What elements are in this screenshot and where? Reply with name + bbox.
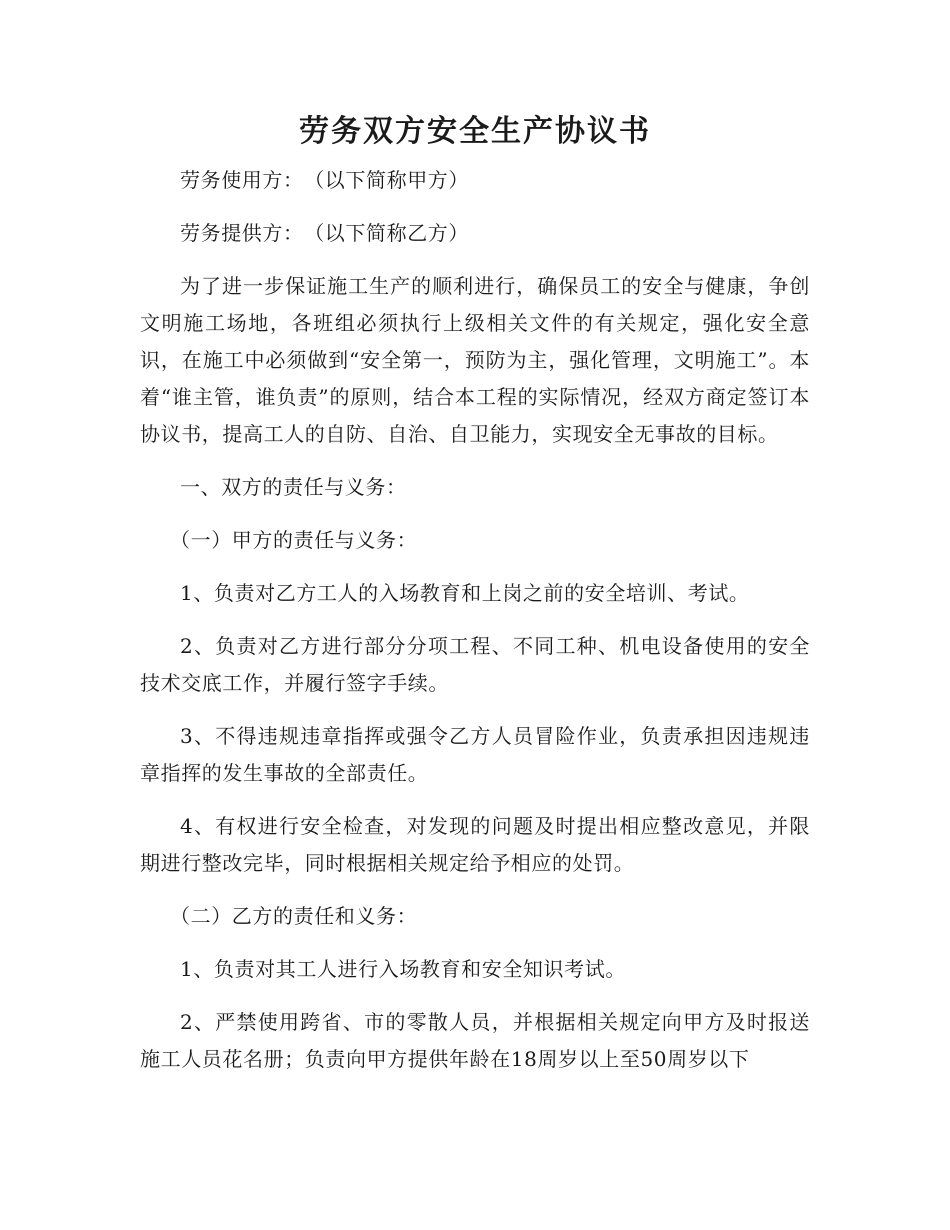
clause-b-1: 1、负责对其工人进行入场教育和安全知识考试。: [180, 957, 626, 981]
subsection-heading-b: （二）乙方的责任和义务：: [170, 904, 418, 928]
clause-a-2: 2、负责对乙方进行部分分项工程、不同工种、机电设备使用的安全技术交底工作，并履行签字手续。: [140, 634, 810, 695]
clause-a-1: 1、负责对乙方工人的入场教育和上岗之前的安全培训、考试。: [180, 581, 750, 605]
intro-paragraph: 为了进一步保证施工生产的顺利进行，确保员工的安全与健康，争创文明施工场地，各班组必须执行上级相关文件的有关规定，强化安全意识，在施工中必须做到“安全第一，预防为主，强化管理，文明施工”。本着“谁主管，谁负责”的原则，结合本工程的实际情况，经双方商定签订本协议书，提高工人的自防、自治、自卫能力，实现安全无事故的目标。: [140, 274, 810, 446]
party-a-line: 劳务使用方： （以下简称甲方）: [180, 168, 469, 192]
clause-b-2: 2、严禁使用跨省、市的零散人员，并根据相关规定向甲方及时报送施工人员花名册；负责向甲方提供年龄在18周岁以上至50周岁以下: [140, 1010, 810, 1071]
document-body: [140, 162, 810, 1094]
party-b-line: 劳务提供方： （以下简称乙方）: [180, 221, 469, 245]
clause-a-3: 3、不得违规违章指挥或强令乙方人员冒险作业，负责承担因违规违章指挥的发生事故的全部责任。: [140, 724, 810, 785]
document-title: 劳务双方安全生产协议书: [299, 114, 651, 149]
subsection-heading-a: （一）甲方的责任与义务：: [170, 528, 418, 552]
section-heading-1: 一、双方的责任与义务：: [180, 475, 407, 499]
clause-a-4: 4、有权进行安全检查，对发现的问题及时提出相应整改意见，并限期进行整改完毕，同时根据相关规定给予相应的处罚。: [140, 814, 810, 875]
